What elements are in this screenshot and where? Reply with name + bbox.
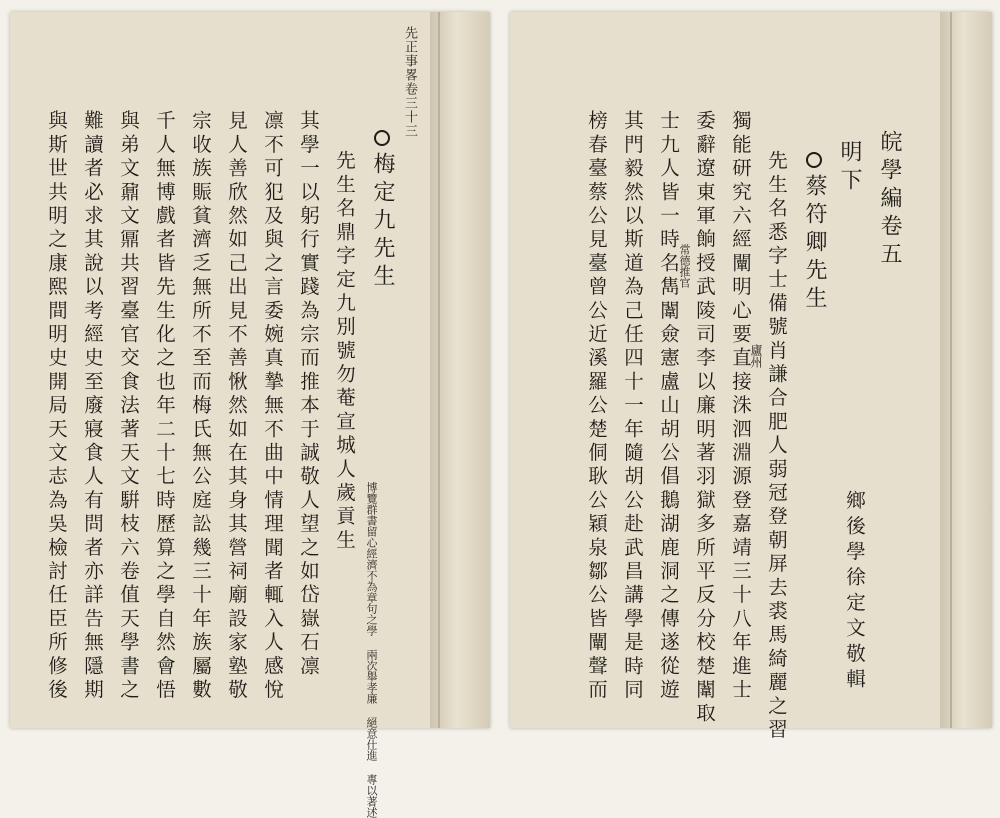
heading-circle-mark xyxy=(806,152,822,168)
left-col-1: 先生名鼎字定九別號勿菴宣城人歲貢生 xyxy=(333,150,356,553)
left-col-8: 難讀者必求其說以考經史至廢寢食人有問者亦詳告無隱期 xyxy=(81,110,104,703)
right-col-3: 委辭遼東軍餉授武陵司李以廉明著羽獄多所平反分校楚闈取 xyxy=(693,110,716,727)
section-label: 明下 xyxy=(837,140,862,196)
annotation-chang-de: 常德推官 xyxy=(678,244,691,288)
left-col-7: 與弟文鼐文鼏共習臺官交食法著天文騈枝六卷值天學書之 xyxy=(117,110,140,703)
book-title: 皖學編卷五 xyxy=(877,130,902,270)
right-heading: 蔡符卿先生 xyxy=(800,152,829,314)
right-col-1: 先生名悉字士備號肖謙合肥人弱冠登朝屏去裘馬綺麗之習 xyxy=(765,150,788,743)
right-page-spine xyxy=(940,12,992,728)
right-col-6: 榜春臺蔡公見臺曾公近溪羅公楚侗耿公穎泉鄒公皆闡聲而 xyxy=(585,110,608,703)
right-col-2: 獨能研究六經闡明心要直接洙泗淵源登嘉靖三十八年進士 xyxy=(729,110,752,703)
right-col-4: 士九人皆一時名雋闈僉憲盧山胡公倡鵝湖鹿洞之傳遂從遊 xyxy=(657,110,680,703)
right-page xyxy=(510,12,992,743)
compiler-credit: 鄉後學徐定文敬輯 xyxy=(843,490,866,694)
left-col-4: 見人善欣然如己出見不善愀然如在其身其營祠廟設家塾敬 xyxy=(225,110,248,703)
left-col-6: 千人無博戲者皆先生化之也年二十七時歷算之學自然會悟 xyxy=(153,110,176,703)
left-page-spine xyxy=(430,12,490,728)
left-col-5: 宗收族賑貧濟乏無所不至而梅氏無公庭訟幾三十年族屬數 xyxy=(189,110,212,703)
left-page xyxy=(10,12,490,818)
left-col-2: 其學一以躬行實踐為宗而推本于誠敬人望之如岱嶽石凛 xyxy=(297,110,320,679)
left-col-3: 凛不可犯及與之言委婉真摯無不曲中情理聞者輒入人感悅 xyxy=(261,110,284,703)
left-col-9: 與斯世共明之康熙間明史開局天文志為吳檢討任臣所修後 xyxy=(45,110,68,703)
left-margin-note-top: 先正事畧卷三十三 xyxy=(402,26,417,138)
right-col-5: 其門毅然以斯道為己任四十一年隨胡公赴武昌講學是時同 xyxy=(621,110,644,703)
heading-circle-mark xyxy=(374,130,390,146)
left-margin-note-side: 博覽群書留心經濟不為章句之學 兩次舉孝廉 絕意仕進 專以著述 xyxy=(365,482,378,818)
left-heading: 梅定九先生 xyxy=(368,130,397,292)
annotation-lu-zhou: 廬州 xyxy=(749,344,763,368)
right-page-sheet xyxy=(510,12,940,728)
